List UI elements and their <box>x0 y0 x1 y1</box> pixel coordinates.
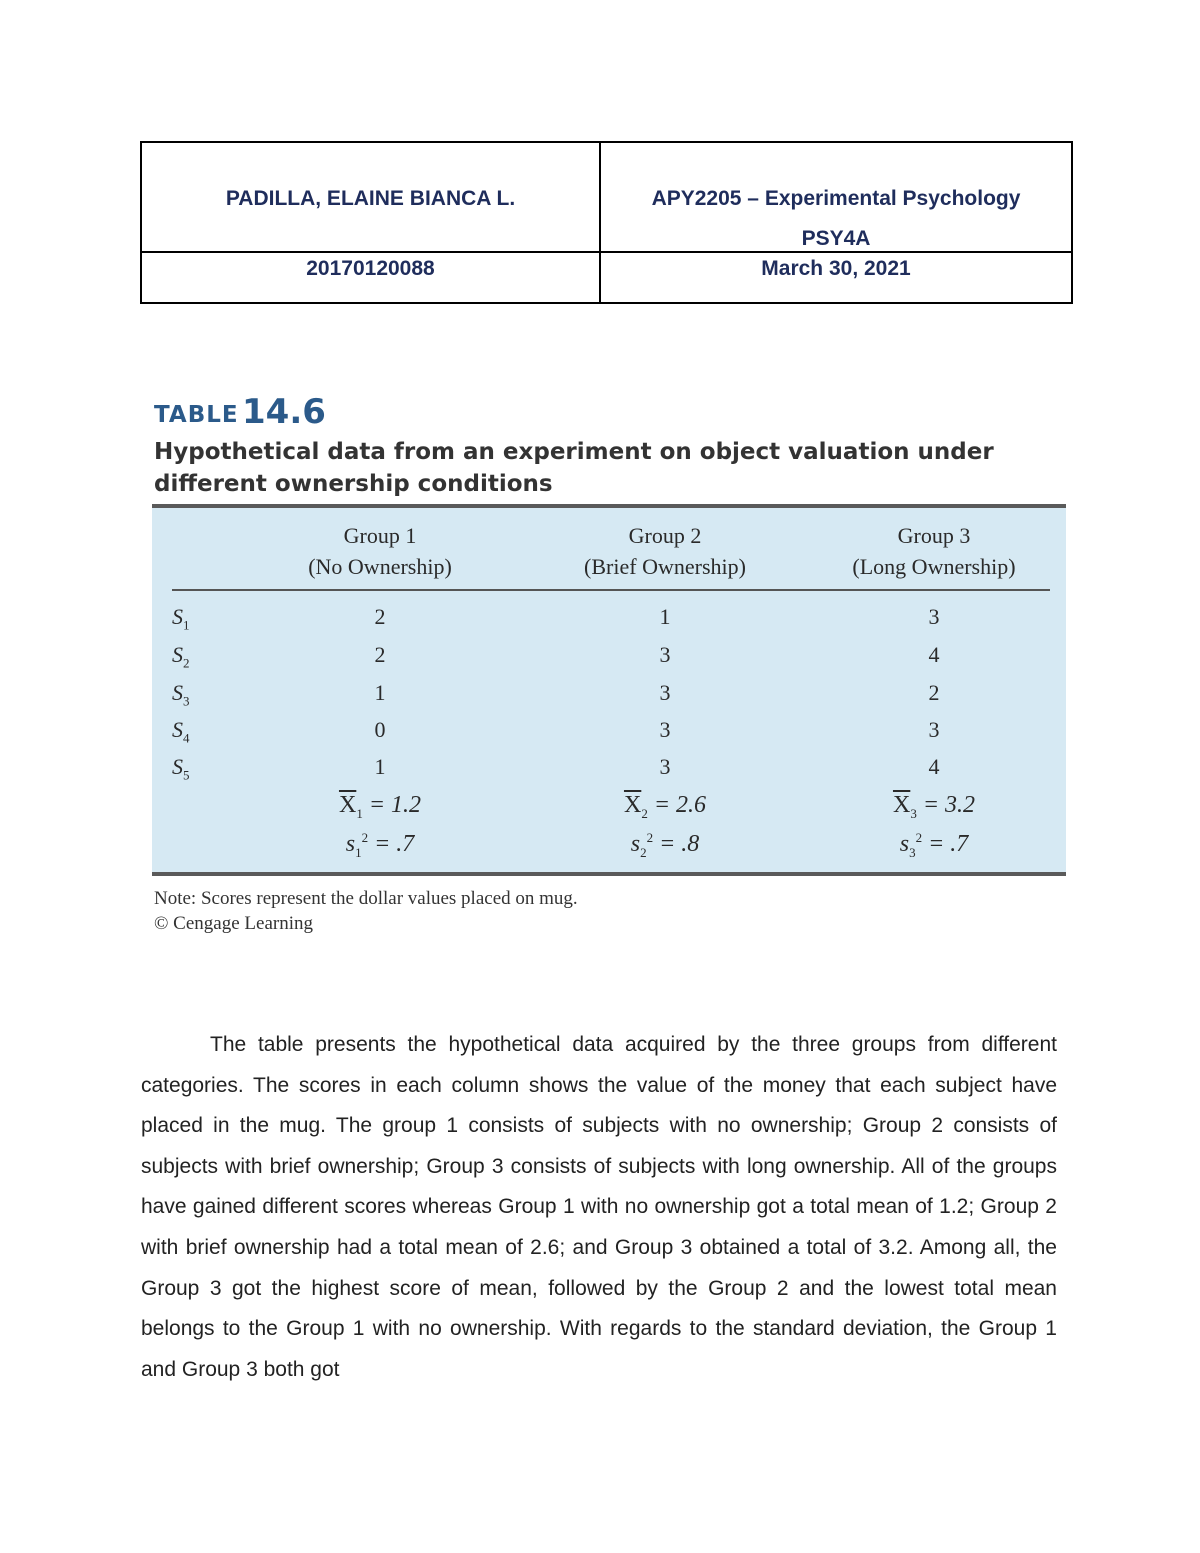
figure-caption: Hypothetical data from an experiment on object valuation under different ownership conditions <box>154 439 994 497</box>
mean-group-3: $\overline{X}_3 = 3.2$ <box>892 792 976 821</box>
cell-value: 1 <box>659 604 671 629</box>
variance-group-2: $s_2^2 = .8$ <box>630 830 700 860</box>
variance-group-3: $s_3^2 = .7$ <box>899 830 969 860</box>
section-code: PSY4A <box>801 227 871 250</box>
cell-value: 2 <box>928 680 940 705</box>
row-label-s1: $S_1$ <box>172 604 190 633</box>
cell-value: 1 <box>374 680 386 705</box>
column-header-group-3 <box>804 520 1064 582</box>
cell-value: 1 <box>374 754 386 779</box>
cell-value: 4 <box>928 642 940 667</box>
column-condition: (No Ownership) <box>308 554 452 579</box>
cell-value: 3 <box>659 717 671 742</box>
mean-group-2: $\overline{X}_2 = 2.6$ <box>623 792 707 821</box>
column-condition: (Brief Ownership) <box>584 554 746 579</box>
cell-value: 3 <box>928 717 940 742</box>
cell-value: 0 <box>374 717 386 742</box>
cell-value: 2 <box>374 642 386 667</box>
row-label-s3: $S_3$ <box>172 680 190 709</box>
student-name: PADILLA, ELAINE BIANCA L. <box>225 187 516 210</box>
submission-date: March 30, 2021 <box>761 257 911 280</box>
row-label-s4: $S_4$ <box>172 717 190 746</box>
cell-value: 3 <box>659 642 671 667</box>
variance-group-1: $s_1^2 = .7$ <box>345 830 415 860</box>
header-rule <box>172 589 1050 591</box>
row-label-s5: $S_5$ <box>172 754 190 783</box>
row-label-s2: $S_2$ <box>172 642 190 671</box>
cell-value: 3 <box>659 680 671 705</box>
column-header-group-2 <box>535 520 795 582</box>
student-id: 20170120088 <box>306 257 435 280</box>
data-table <box>152 504 1066 876</box>
cell-value: 4 <box>928 754 940 779</box>
cell-value: 2 <box>374 604 386 629</box>
figure-number: 14.6 <box>242 392 326 432</box>
student-info-table <box>140 141 1073 304</box>
column-header-group-1 <box>250 520 510 582</box>
cell-value: 3 <box>659 754 671 779</box>
analysis-paragraph: The table presents the hypothetical data acquired by the three groups from different categories. The scores in each column shows the value of the money that each subject have placed in the mug. The group 1 consists of subjects with no ownership; Group 2 consists of subjects with brief ownership; Group 3 consists of subjects with long ownership. All of the groups have gained different scores whereas Group 1 with no ownership got a total mean of 1.2; Group 2 with brief ownership had a total mean of 2.6; and Group 3 obtained a total of 3.2. Among all, the Group 3 got the highest score of mean, followed by the Group 2 and the lowest total mean belongs to the Group 1 with no ownership. With regards to the standard deviation, the Group 1 and Group 3 both got <box>141 1033 1057 1381</box>
course-title: APY2205 – Experimental Psychology <box>651 187 1021 210</box>
column-group-name: Group 3 <box>897 523 971 548</box>
cell-value: 3 <box>928 604 940 629</box>
column-condition: (Long Ownership) <box>852 554 1016 579</box>
figure-label: TABLE <box>154 402 239 428</box>
figure-note <box>154 886 578 936</box>
copyright-credit: © Cengage Learning <box>154 913 313 934</box>
note-text: Note: Scores represent the dollar values placed on mug. <box>154 888 578 909</box>
column-group-name: Group 1 <box>343 523 417 548</box>
column-group-name: Group 2 <box>628 523 702 548</box>
mean-group-1: $\overline{X}_1 = 1.2$ <box>338 792 422 821</box>
